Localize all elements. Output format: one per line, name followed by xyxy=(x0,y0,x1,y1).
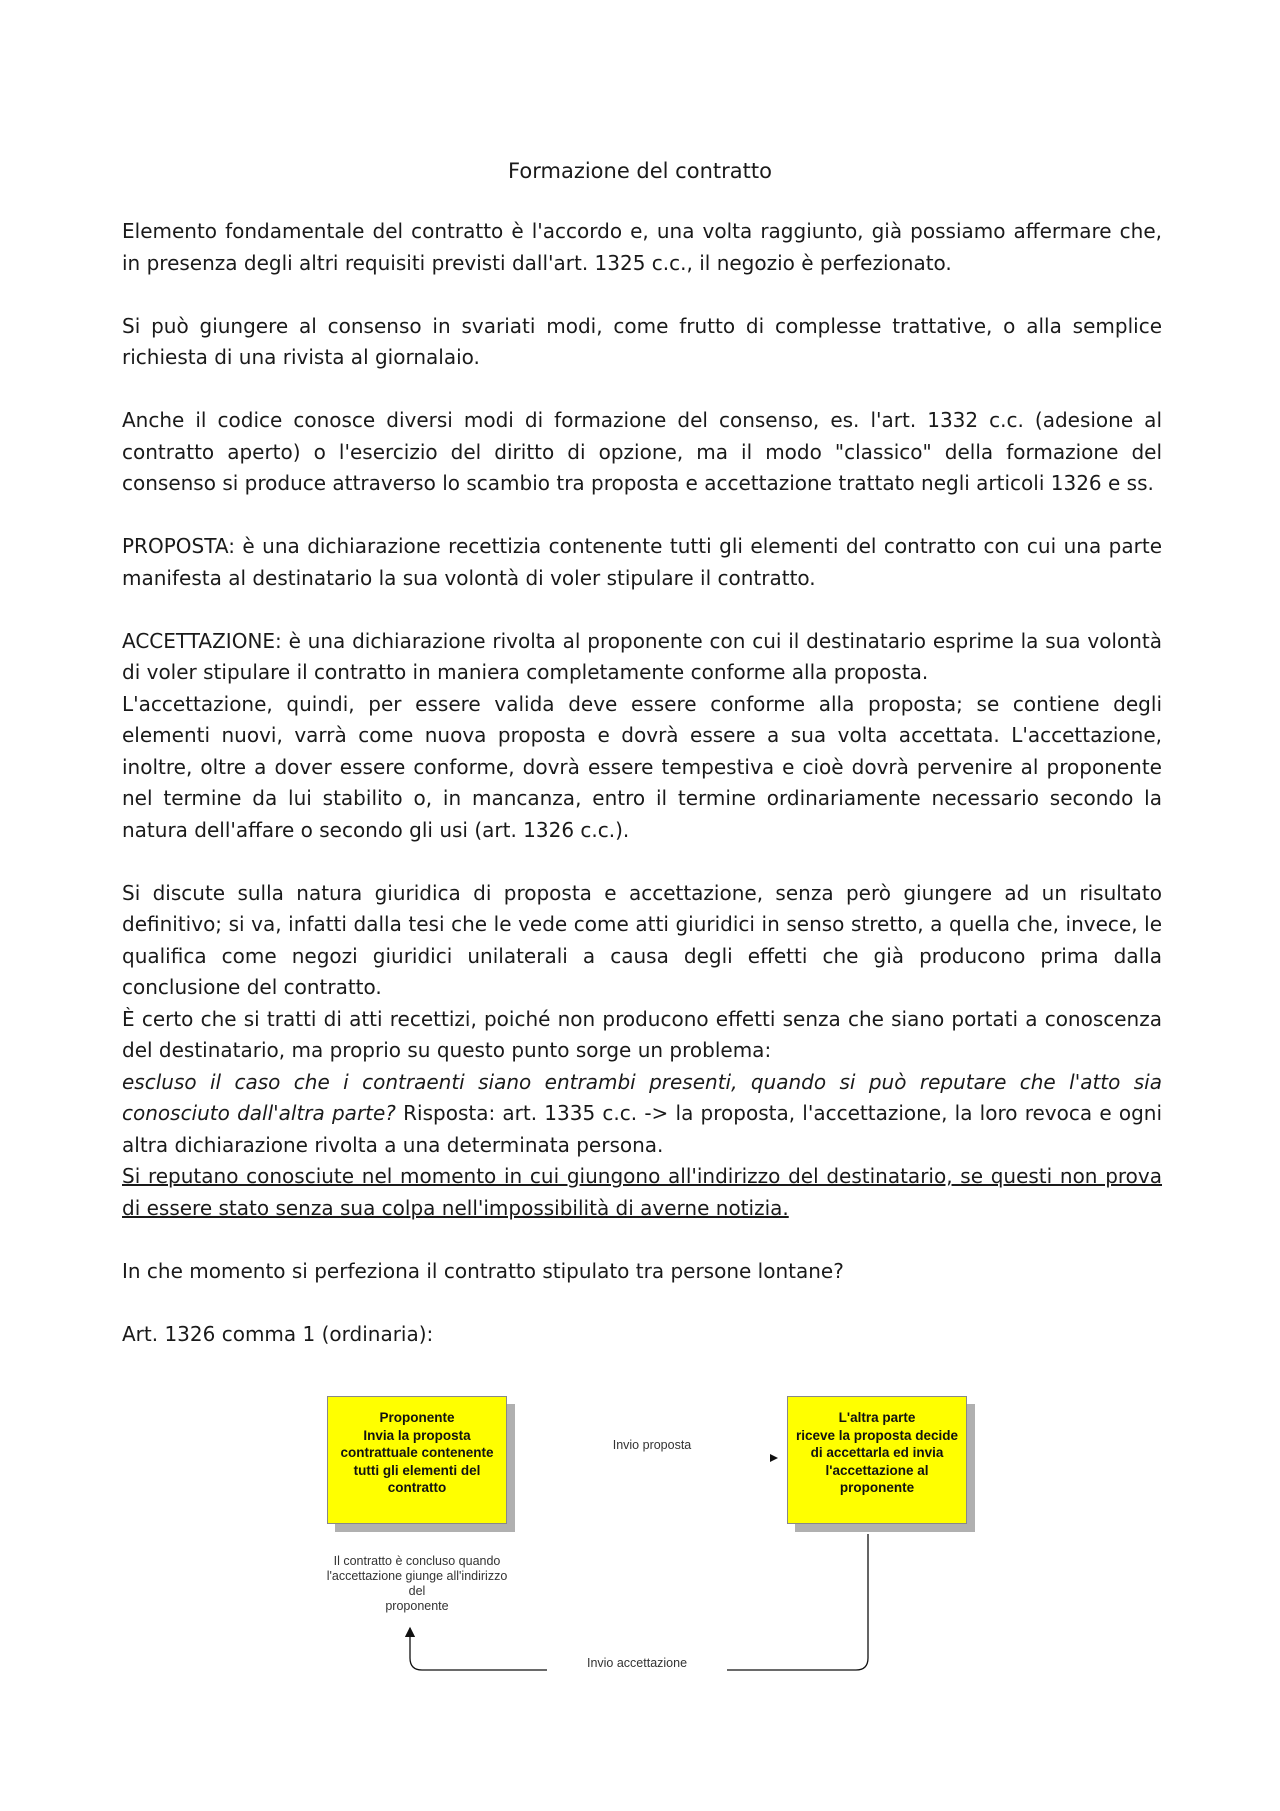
question-italic: escluso il caso che i contraenti siano entrambi presenti, quando si può reputare che l'atto sia conosciuto dall'altra parte? xyxy=(122,1069,1162,1125)
proponente-box: Proponente Invia la proposta contrattuale contenente tutti gli elementi del contratto xyxy=(327,1396,507,1524)
paragraph-art-1326: Art. 1326 comma 1 (ordinaria): xyxy=(122,1321,434,1346)
paragraph-codice: Anche il codice conosce diversi modi di formazione del consenso, es. l'art. 1332 c.c. (adesione al contratto aperto) o l'esercizio del diritto di opzione, ma il modo "classico" della formazione del consenso si produce attraverso lo scambio tra proposta e accettazione trattato negli articoli 1326 e ss. xyxy=(122,408,1162,495)
conclusion-note: Il contratto è concluso quando l'accettazione giunge all'indirizzo del proponente xyxy=(326,1554,508,1613)
answer-text: Risposta: art. 1335 c.c. -> la proposta, l'accettazione, la loro revoca e ogni altra dichiarazione rivolta a una determinata persona. xyxy=(122,1101,1163,1157)
paragraph-reputano-conosciute: Si reputano conosciute nel momento in cui giungono all'indirizzo del destinatario, se questi non prova di essere stato senza sua colpa nell'impossibilità di averne notizia. xyxy=(122,1164,1162,1220)
paragraph-consenso: Si può giungere al consenso in svariati modi, come frutto di complesse trattative, o alla semplice richiesta di una rivista al giornalaio. xyxy=(122,313,1162,369)
paragraph-atti-recettizi: È certo che si tratti di atti recettizi, poiché non producono effetti senza che siano portati a conoscenza del destinatario, ma proprio su questo punto sorge un problema: xyxy=(122,1006,1162,1062)
paragraph-natura-giuridica: Si discute sulla natura giuridica di proposta e accettazione, senza però giungere ad un risultato definitivo; si va, infatti dalla tesi che le vede come atti giuridici in senso stretto, a quella che, invece, le qualifica come negozi giuridici unilaterali a causa degli effetti che già producono prima dalla conclusione del contratto. xyxy=(122,880,1162,999)
page-title: Formazione del contratto xyxy=(508,159,772,183)
proposal-arrow-head xyxy=(770,1454,778,1462)
contract-formation-diagram xyxy=(322,1396,982,1676)
altra-parte-box: L'altra parte riceve la proposta decide di accettarla ed invia l'accettazione al proponente xyxy=(787,1396,967,1524)
paragraph-accettazione: ACCETTAZIONE: è una dichiarazione rivolta al proponente con cui il destinatario esprime la sua volontà di voler stipulare il contratto in maniera completamente conforme alla proposta. xyxy=(122,628,1162,684)
document-body xyxy=(122,216,1162,1350)
paragraph-accettazione-validita: L'accettazione, quindi, per essere valida deve essere conforme alla proposta; se contiene degli elementi nuovi, varrà come nuova proposta e dovrà essere a sua volta accettata. L'accettazione, inoltre, oltre a dover essere conforme, dovrà essere tempestiva e cioè dovrà pervenire al proponente nel termine da lui stabilito o, in mancanza, entro il termine ordinariamente necessario secondo la natura dell'affare o secondo gli usi (art. 1326 c.c.). xyxy=(122,691,1162,842)
invio-accettazione-label: Invio accettazione xyxy=(547,1656,727,1671)
paragraph-proposta: PROPOSTA: è una dichiarazione recettizia contenente tutti gli elementi del contratto con cui una parte manifesta al destinatario la sua volontà di voler stipulare il contratto. xyxy=(122,534,1162,590)
paragraph-persone-lontane: In che momento si perfeziona il contratto stipulato tra persone lontane? xyxy=(122,1258,844,1283)
paragraph-accordo: Elemento fondamentale del contratto è l'accordo e, una volta raggiunto, già possiamo affermare che, in presenza degli altri requisiti previsti dall'art. 1325 c.c., il negozio è perfezionato. xyxy=(122,219,1162,275)
paragraph-question-art-1335 xyxy=(122,1067,1162,1162)
invio-proposta-label: Invio proposta xyxy=(612,1438,692,1452)
